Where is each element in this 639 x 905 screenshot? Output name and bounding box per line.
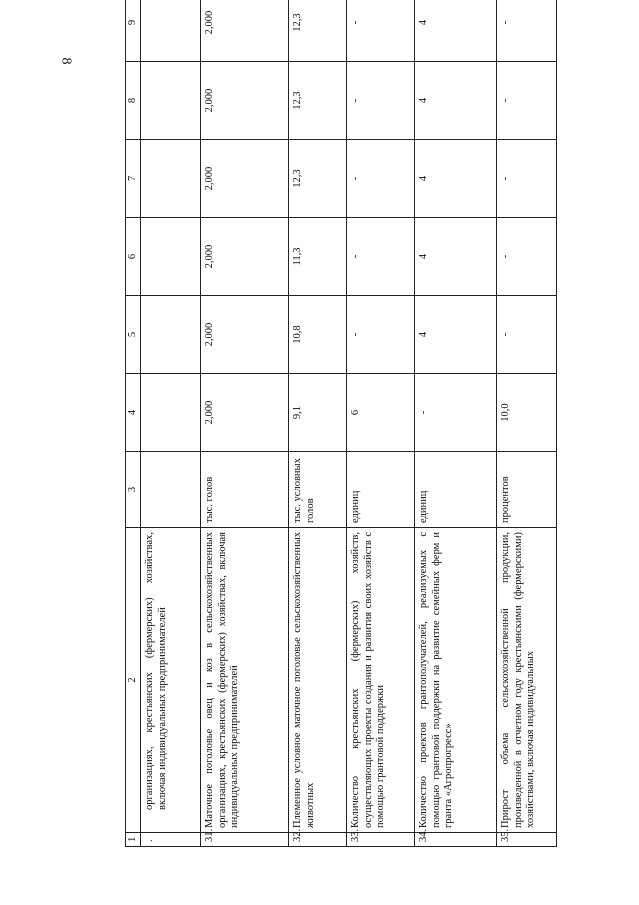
value-cell: 2,000 — [201, 218, 289, 296]
value-cell: 4 — [415, 296, 497, 374]
value-cell: - — [415, 374, 497, 452]
row-index: 34. — [415, 833, 497, 847]
row-index: 32. — [289, 833, 347, 847]
table-row — [289, 0, 347, 847]
table-row — [201, 0, 289, 847]
column-number: 8 — [126, 62, 141, 140]
column-number: 6 — [126, 218, 141, 296]
value-cell — [141, 218, 201, 296]
value-cell: 2,000 — [201, 296, 289, 374]
value-cell: 2,000 — [201, 140, 289, 218]
indicator-name: Маточное поголовье овец и коз в сельскохозяйственных организациях, крестьянских (фермерских) хозяйствах, включая индивидуальных предпринимателей — [201, 528, 289, 833]
column-number: 3 — [126, 452, 141, 528]
value-cell: 6 — [347, 374, 415, 452]
column-number: 2 — [126, 528, 141, 833]
indicator-name: Прирост объема сельскохозяйственной продукции, произведенной в отчетном году крестьянскими (фермерскими) хозяйствами, включая индивидуальных — [497, 528, 557, 833]
rotated-table-page — [125, 10, 537, 847]
indicator-name: Племенное условное маточное поголовье сельскохозяйственных животных — [289, 528, 347, 833]
column-number-row — [126, 0, 141, 847]
value-cell — [141, 374, 201, 452]
unit-cell — [141, 452, 201, 528]
value-cell: 12,3 — [289, 0, 347, 62]
indicator-name: Количество проектов грантополучателей, реализуемых с помощью грантовой поддержки на развитие семейных ферм и гранта «Агропрогресс» — [415, 528, 497, 833]
value-cell: 4 — [415, 62, 497, 140]
value-cell — [141, 62, 201, 140]
value-cell — [141, 0, 201, 62]
unit-cell: единиц — [347, 452, 415, 528]
page-number: 8 — [58, 57, 74, 65]
value-cell: - — [347, 62, 415, 140]
value-cell: 12,3 — [289, 62, 347, 140]
value-cell: - — [497, 140, 557, 218]
value-cell: - — [347, 140, 415, 218]
value-cell: 4 — [415, 140, 497, 218]
value-cell: 2,000 — [201, 374, 289, 452]
value-cell: 2,000 — [201, 0, 289, 62]
value-cell — [141, 296, 201, 374]
value-cell: 12,3 — [289, 140, 347, 218]
indicator-name: организациях, крестьянских (фермерских) хозяйствах, включая индивидуальных предпринимателей — [141, 528, 201, 833]
value-cell: - — [497, 62, 557, 140]
column-number: 9 — [126, 0, 141, 62]
value-cell: - — [347, 0, 415, 62]
value-cell: - — [497, 218, 557, 296]
row-index: 33. — [347, 833, 415, 847]
table-row — [497, 0, 557, 847]
value-cell: 11,3 — [289, 218, 347, 296]
value-cell — [141, 140, 201, 218]
row-index: 31. — [201, 833, 289, 847]
value-cell: - — [497, 0, 557, 62]
unit-cell: единиц — [415, 452, 497, 528]
indicators-table — [125, 0, 557, 847]
table-row — [415, 0, 497, 847]
value-cell: 10,0 — [497, 374, 557, 452]
value-cell: 2,000 — [201, 62, 289, 140]
table-row-continuation — [141, 0, 201, 847]
indicator-name: Количество крестьянских (фермерских) хозяйств, осуществляющих проекты создания и развития своих хозяйств с помощью грантовой поддержки — [347, 528, 415, 833]
unit-cell: тыс. голов — [201, 452, 289, 528]
column-number: 4 — [126, 374, 141, 452]
unit-cell: процентов — [497, 452, 557, 528]
value-cell: 10,8 — [289, 296, 347, 374]
unit-cell: тыс. условных голов — [289, 452, 347, 528]
value-cell: 4 — [415, 218, 497, 296]
table-row — [347, 0, 415, 847]
column-number: 7 — [126, 140, 141, 218]
value-cell: 4 — [415, 0, 497, 62]
column-number: 5 — [126, 296, 141, 374]
value-cell: - — [347, 296, 415, 374]
value-cell: 9,1 — [289, 374, 347, 452]
row-index: 35. — [497, 833, 557, 847]
column-number: 1 — [126, 833, 141, 847]
value-cell: - — [497, 296, 557, 374]
value-cell: - — [347, 218, 415, 296]
continuation-marker: . — [141, 833, 201, 847]
